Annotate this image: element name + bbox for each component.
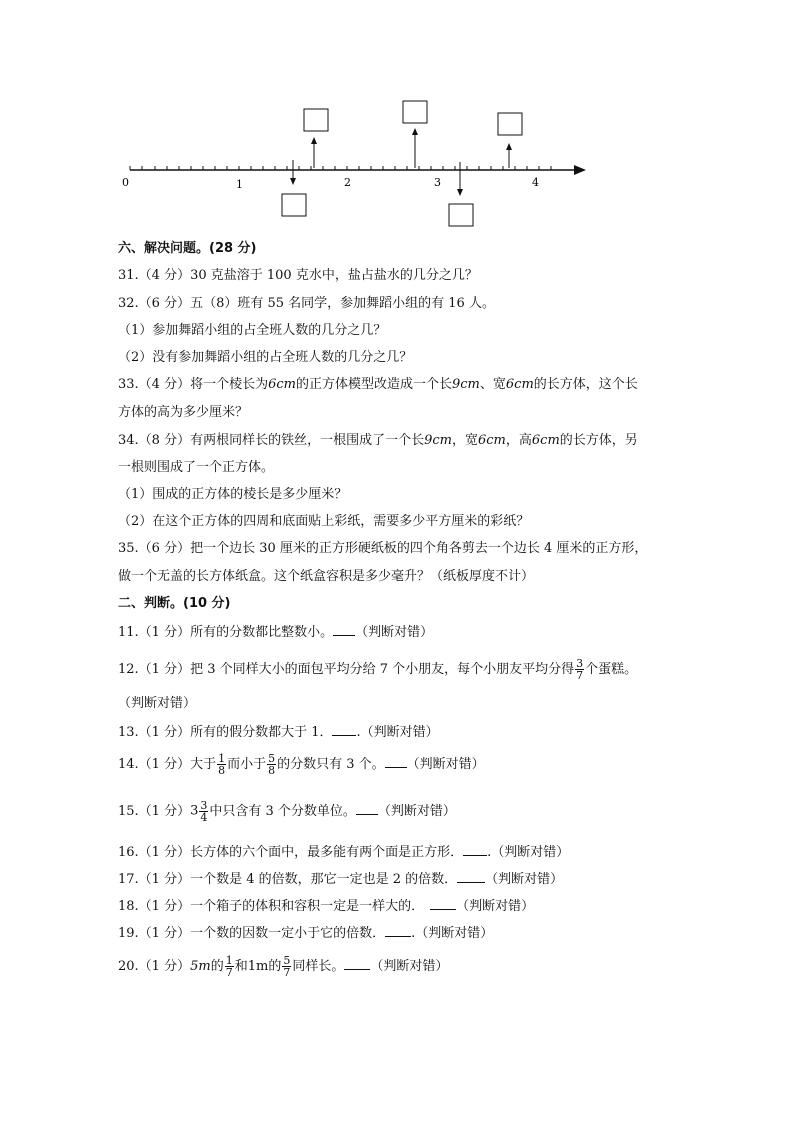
q33-value-1: 6cm [268,377,296,392]
q11-tail: （判断对错） [355,625,434,640]
q14-text-c: 的分数只有 3 个。 [277,757,385,772]
question-16 [118,843,569,861]
q14-text-b: 而小于 [227,757,267,772]
q20-numerator-2: 5 [283,954,291,967]
q34-text-d: 的长方体，另 [559,433,638,448]
tick-label-0: 0 [122,176,129,189]
q33-text-c: 、宽 [479,377,506,392]
q15-numerator: 3 [200,799,208,812]
q20-tail: （判断对错） [370,959,449,974]
q12-text-a: 12.（1 分）把 3 个同样大小的面包平均分给 7 个小朋友，每个小朋友平均分得 [118,662,575,677]
q16-text: 16.（1 分）长方体的六个面中，最多能有两个面是正方形． [118,845,464,860]
q19-text: 19.（1 分）一个数的因数一定小于它的倍数． [118,926,386,941]
question-31: 31.（4 分）30 克盐溶于 100 克水中，盐占盐水的几分之几？ [118,268,478,283]
q17-text: 17.（1 分）一个数是 4 的倍数，那它一定也是 2 的倍数． [118,872,458,887]
q18-text: 18.（1 分）一个箱子的体积和容积一定是一样大的． [118,899,425,914]
q34-text-c: ，高 [505,433,532,448]
q34-text-a: 34.（8 分）有两根同样长的铁丝，一根围成了一个长 [118,433,425,448]
question-35-line-2: 做一个无盖的长方体纸盒。这个纸盒容积是多少毫升？（纸板厚度不计） [118,569,535,584]
q15-tail: （判断对错） [377,804,456,819]
question-34-line-1 [118,433,638,449]
q17-answer-blank[interactable] [457,870,485,883]
q20-fraction-1 [225,955,234,978]
question-20 [118,955,448,978]
question-14 [118,753,485,776]
q12-fraction [575,658,584,681]
tick-label-1: 1 [236,178,243,191]
q12-denominator: 7 [576,669,584,682]
q20-answer-blank[interactable] [344,957,370,970]
q12-text-b: 个蛋糕。 [585,662,638,677]
q33-text-d: 的长方体，这个长 [533,377,638,392]
q20-value-2: 1m [247,959,269,974]
question-11 [118,623,433,641]
q11-text: 11.（1 分）所有的分数都比整数小。 [118,625,334,640]
question-32: 32.（6 分）五（8）班有 55 名同学，参加舞蹈小组的有 16 人。 [118,296,495,311]
question-34-line-2: 一根则围成了一个正方体。 [118,460,275,475]
q14-answer-blank[interactable] [385,755,407,768]
q14-fraction-2 [267,753,276,776]
q12-numerator: 3 [576,657,584,670]
q11-answer-blank[interactable] [333,623,355,636]
q34-value-1: 9cm [424,433,452,448]
question-12-line-1 [118,658,637,681]
q15-fraction [199,800,208,823]
section-6-heading: 六、解决问题。(28 分) [118,241,257,256]
question-35-line-1: 35.（6 分）把一个边长 30 厘米的正方形硬纸板的四个角各剪去一个边长 4 厘米的正方形， [118,541,648,556]
tick-label-3: 3 [434,176,441,189]
question-17 [118,870,563,888]
q14-tail: （判断对错） [406,757,485,772]
section-2-heading: 二、判断。(10 分) [118,596,231,611]
q14-numerator-1: 1 [218,752,226,765]
q18-answer-blank[interactable] [430,897,456,910]
q13-tail: .（判断对错） [356,725,439,740]
q20-text-a: 20.（1 分） [118,959,191,974]
tick-label-2: 2 [344,176,351,189]
q20-fraction-2 [282,955,291,978]
q14-denominator-1: 8 [218,764,226,777]
q20-text-d: 的 [268,959,282,974]
q15-whole-part: 3 [190,803,199,819]
question-12-line-2: （判断对错） [118,696,197,711]
question-32-part-2: （2）没有参加舞蹈小组的占全班人数的几分之几？ [118,350,413,365]
question-33-line-2: 方体的高为多少厘米？ [118,405,249,420]
q18-tail: （判断对错） [456,899,535,914]
q15-answer-blank[interactable] [356,802,378,815]
question-19 [118,924,493,942]
q33-text-a: 33.（4 分）将一个棱长为 [118,377,269,392]
q33-text-b: 的正方体模型改造成一个长 [295,377,452,392]
q20-denominator-2: 7 [283,966,291,979]
q19-tail: .（判断对错） [411,926,494,941]
q20-text-b: 的 [210,959,224,974]
q34-text-b: ，宽 [451,433,478,448]
q33-value-2: 9cm [451,377,480,392]
q14-text-a: 14.（1 分）大于 [118,757,217,772]
question-34-part-2: （2）在这个正方体的四周和底面贴上彩纸，需要多少平方厘米的彩纸？ [118,514,530,529]
question-34-part-1: （1）围成的正方体的棱长是多少厘米？ [118,487,348,502]
q13-text: 13.（1 分）所有的假分数都大于 1． [118,725,333,740]
q16-answer-blank[interactable] [463,843,487,856]
question-32-part-1: （1）参加舞蹈小组的占全班人数的几分之几？ [118,323,387,338]
q13-answer-blank[interactable] [332,723,356,736]
q15-denominator: 4 [200,811,208,824]
q16-tail: .（判断对错） [487,845,570,860]
q20-text-c: 和 [234,959,248,974]
q19-answer-blank[interactable] [385,924,411,937]
question-33-line-1 [118,377,638,393]
q15-text-b: 中只含有 3 个分数单位。 [209,804,356,819]
q20-numerator-1: 1 [225,954,233,967]
page-content [118,0,758,1123]
q17-tail: （判断对错） [485,872,564,887]
q34-value-3: 6cm [531,433,560,448]
tick-label-4: 4 [532,176,539,189]
q14-numerator-2: 5 [268,752,276,765]
q20-denominator-1: 7 [225,966,233,979]
q14-denominator-2: 8 [268,764,276,777]
question-18 [118,897,534,915]
q34-value-2: 6cm [477,433,506,448]
q15-text-a: 15.（1 分） [118,804,191,819]
q14-fraction-1 [217,753,226,776]
question-13 [118,723,439,741]
q20-value-1: 5m [190,959,211,974]
question-15 [118,800,456,823]
q20-text-e: 同样长。 [292,959,345,974]
q33-value-3: 6cm [505,377,534,392]
